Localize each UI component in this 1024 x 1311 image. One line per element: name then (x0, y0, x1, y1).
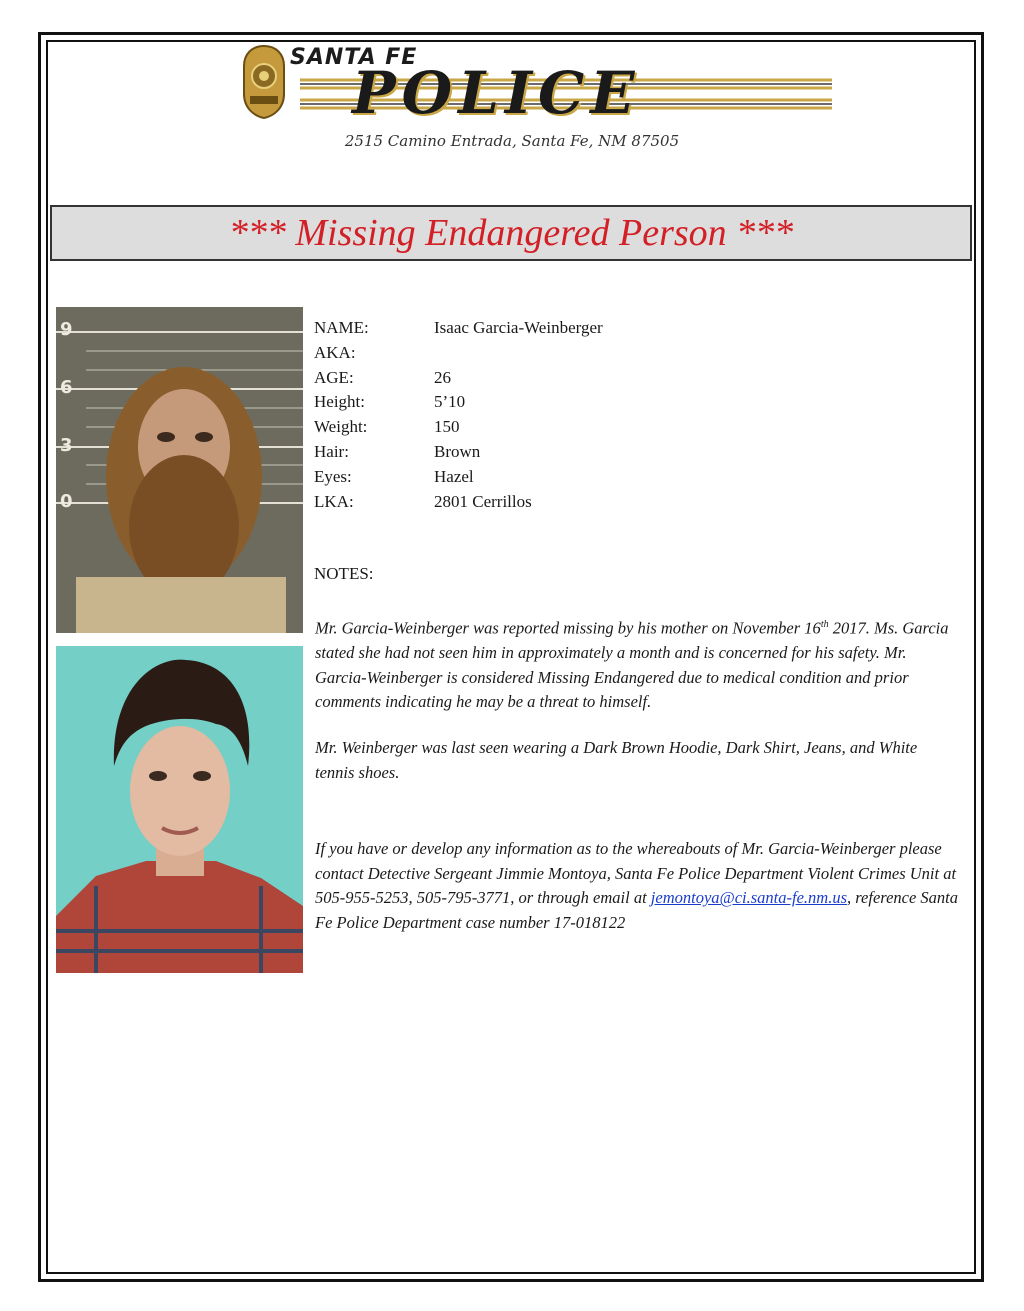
detail-value: Brown (434, 441, 481, 461)
notes-paragraph-report (315, 613, 960, 715)
ordinal-suffix: th (820, 619, 829, 630)
detail-label: Height: (314, 392, 365, 412)
notes-text: , reference Santa Fe Police Department case number 17-018122 (315, 888, 959, 932)
height-mark-9: 9 (60, 319, 73, 340)
detail-label: Eyes: (314, 466, 352, 486)
notes-paragraph-contact (315, 837, 960, 935)
detail-value: 26 (434, 367, 451, 387)
notes-paragraph-clothing: Mr. Weinberger was last seen wearing a Dark Brown Hoodie, Dark Shirt, Jeans, and White tennis shoes. (315, 738, 918, 782)
height-mark-6: 6 (60, 377, 73, 398)
detail-label: Hair: (314, 441, 349, 461)
brand-wordmark: POLICE (352, 59, 641, 127)
height-mark-3: 3 (60, 435, 73, 456)
brand-city: SANTA FE (290, 45, 418, 70)
detail-value: 150 (434, 417, 460, 437)
height-mark-0: 0 (60, 491, 73, 512)
title-banner (50, 205, 972, 261)
contact-email-link[interactable]: jemontoya@ci.santa-fe.nm.us (650, 888, 847, 908)
booking-photo (56, 307, 303, 633)
badge-icon (240, 44, 288, 120)
notes-text: Mr. Garcia-Weinberger was reported missing by his mother on November 16 (315, 618, 821, 638)
notes-text: 2017. Ms. Garcia stated she had not seen him in approximately a month and is concerned for his safety. Mr. Garcia-Weinberger is considered Missing Endangered due to medical condition and prior comments indicating he may be a threat to himself. (315, 618, 949, 712)
police-logo (240, 44, 840, 130)
detail-label: NAME: (314, 318, 369, 337)
department-address: 2515 Camino Entrada, Santa Fe, NM 87505 (344, 132, 680, 150)
detail-label: AGE: (314, 367, 354, 387)
id-photo (56, 646, 303, 973)
detail-value: 2801 Cerrillos (434, 491, 532, 511)
detail-value: Isaac Garcia-Weinberger (434, 318, 603, 337)
detail-value: Hazel (434, 466, 474, 486)
detail-label: Weight: (314, 417, 368, 437)
detail-value: 5’10 (434, 392, 466, 412)
page-title: *** Missing Endangered Person *** (228, 212, 794, 254)
detail-label: LKA: (314, 491, 354, 511)
detail-label: AKA: (314, 342, 356, 362)
notes-heading: NOTES: (314, 564, 374, 583)
notes-text: If you have or develop any information as to the whereabouts of Mr. Garcia-Weinberger please contact Detective Sergeant Jimmie Montoya, Santa Fe Police Department Violent Crimes Unit at 505-955-5253, 505-795-3771, or through email at (315, 839, 957, 908)
